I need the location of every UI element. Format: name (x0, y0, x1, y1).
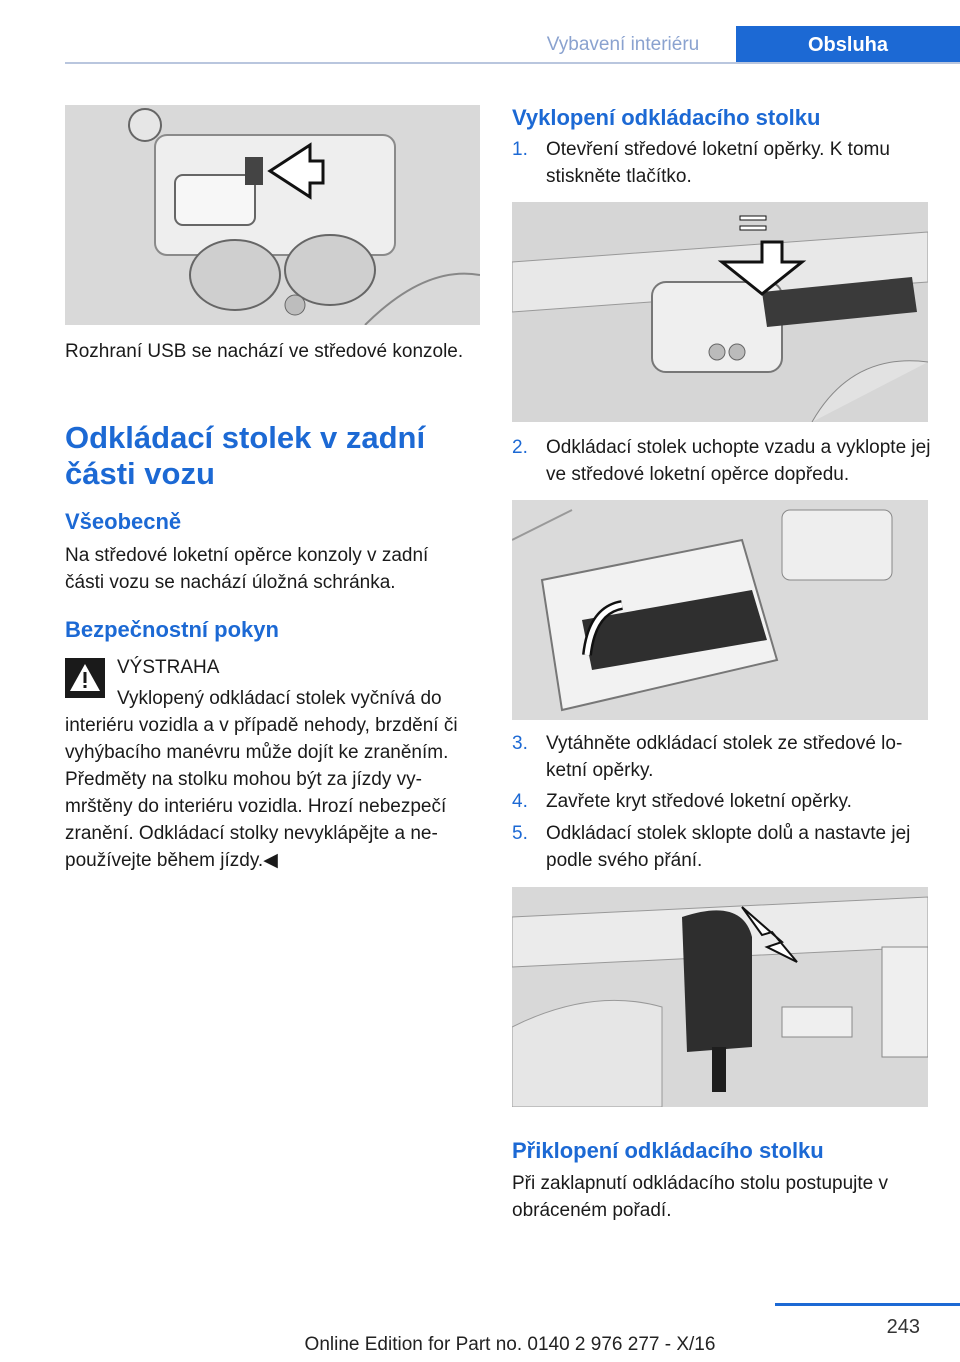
safety-heading: Bezpečnostní pokyn (65, 617, 279, 642)
table-fold-down-image (512, 887, 928, 1107)
step-text: Otevření středové loketní opěrky. K tomu stiskněte tlačítko. (546, 139, 890, 187)
warning-text (65, 685, 480, 874)
edition-note: Online Edition for Part no. 0140 2 976 277 - X/16 (304, 1334, 716, 1355)
step-number: 5. (512, 823, 528, 844)
step-2 (512, 434, 932, 488)
step-1 (512, 136, 932, 190)
footer-rule (775, 1303, 960, 1306)
header-section-title: Vybavení interiéru (546, 34, 700, 55)
header-divider (65, 62, 960, 64)
step-number: 1. (512, 139, 528, 160)
warning-label: VÝSTRAHA (117, 657, 220, 678)
fold-in-heading: Přiklopení odkládacího stolku (512, 1138, 824, 1163)
section-heading: Odkládací stolek v zadní části vozu (65, 420, 426, 491)
step-number: 3. (512, 733, 528, 754)
table-fold-image (512, 500, 928, 720)
general-heading: Všeobecně (65, 509, 182, 534)
step-text: Vytáhněte odkládací stolek ze středové loketní opěrky. (546, 733, 903, 781)
fold-in-text: Při zaklapnutí odkládacího stolu postupujte v obráceném pořadí. (512, 1173, 889, 1221)
fold-out-heading: Vyklopení odkládacího stolku (512, 105, 821, 130)
usb-caption: Rozhraní USB se nachází ve středové konzole. (65, 341, 464, 362)
page-number: 243 (886, 1316, 920, 1338)
step-number: 2. (512, 437, 528, 458)
step-text: Odkládací stolek uchopte vzadu a vyklopte jej ve středové loketní opěrce dopředu. (546, 437, 931, 485)
step-text: Zavřete kryt středové loketní opěrky. (546, 791, 852, 812)
step-number: 4. (512, 791, 528, 812)
warning-text-body: Vyklopený odkládací stolek vyčnívá do interiéru vozidla a v případě nehody, brzdění či vyhýbacího manévru může dojít ke zraněním. Předměty na stolku mohou být za jízdy vymrštěny do interiéru vozidla. Hrozí nebezpečí zranění. Odkládací stolky nevyklápějte a nepoužívejte během jízdy.◀ (65, 688, 458, 871)
general-text: Na středové loketní opěrce konzoly v zadní části vozu se nachází úložná schránka. (65, 545, 429, 593)
step-5 (512, 820, 932, 874)
step-4 (512, 788, 932, 815)
step-3 (512, 730, 932, 784)
armrest-button-image (512, 202, 928, 422)
step-text: Odkládací stolek sklopte dolů a nastavte jej podle svého přání. (546, 823, 911, 871)
header-tab-obsluha[interactable]: Obsluha (736, 26, 960, 64)
usb-console-image (65, 105, 480, 325)
